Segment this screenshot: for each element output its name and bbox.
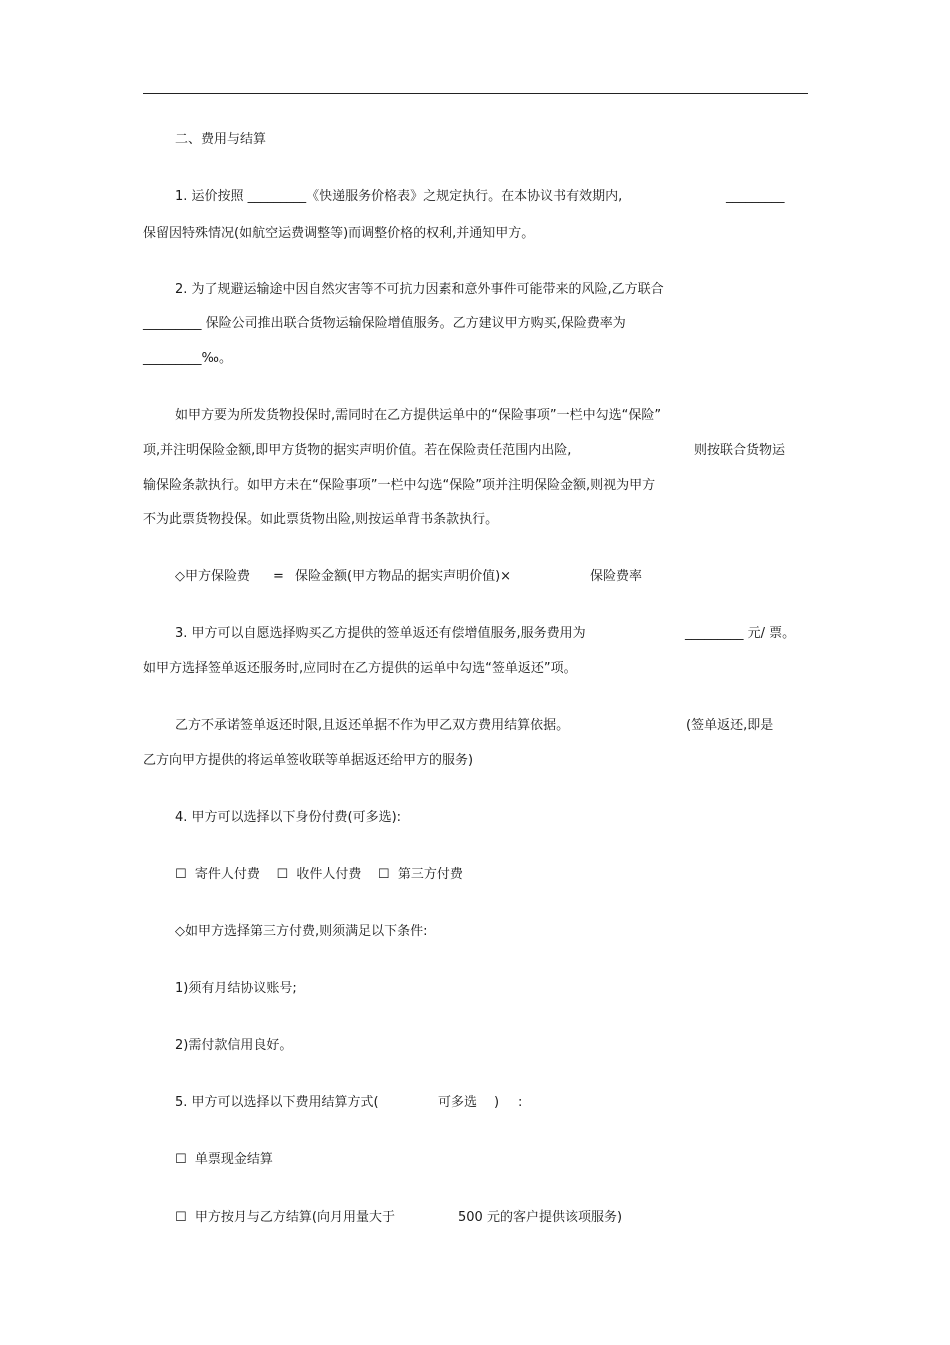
text-line-l34: 500 元的客户提供该项服务) (458, 1210, 623, 1225)
text-line-l28: 5. 甲方可以选择以下费用结算方式( (175, 1095, 379, 1110)
text-line-l02: 1. 运价按照 _________《快递服务价格表》之规定执行。在本协议书有效期内, (175, 189, 623, 204)
text-line-l09: 项,并注明保险金额,即甲方货物的据实声明价值。若在保险责任范围内出险, (143, 443, 572, 458)
text-line-l12: 不为此票货物投保。如此票货物出险,则按运单背书条款执行。 (143, 512, 499, 527)
text-line-l24: ☐ 寄件人付费 ☐ 收件人付费 ☐ 第三方付费 (175, 867, 463, 882)
text-line-l31: : (518, 1095, 523, 1110)
text-line-l07: _________‰。 (143, 351, 232, 366)
text-line-l17: 3. 甲方可以自愿选择购买乙方提供的签单返还有偿增值服务,服务费用为 (175, 626, 586, 641)
text-line-l15: 保险金额(甲方物品的据实声明价值)× (295, 569, 512, 584)
text-line-l30: ) (494, 1095, 500, 1110)
text-line-l10: 则按联合货物运 (694, 443, 786, 458)
text-line-l22: 乙方向甲方提供的将运单签收联等单据返还给甲方的服务) (143, 753, 474, 768)
text-line-l27: 2)需付款信用良好。 (175, 1038, 293, 1053)
text-line-l04: 保留因特殊情况(如航空运费调整等)而调整价格的权利,并通知甲方。 (143, 226, 535, 241)
text-line-l25: ◇如甲方选择第三方付费,则须满足以下条件: (175, 924, 428, 939)
text-line-l01: 二、费用与结算 (175, 132, 267, 147)
text-line-l33: ☐ 甲方按月与乙方结算(向月用量大于 (175, 1210, 395, 1225)
text-line-l16: 保险费率 (590, 569, 643, 584)
text-line-l19: 如甲方选择签单返还服务时,应同时在乙方提供的运单中勾选“签单返还”项。 (143, 661, 577, 676)
text-line-l29: 可多选 (438, 1095, 478, 1110)
text-line-l06: _________ 保险公司推出联合货物运输保险增值服务。乙方建议甲方购买,保险费率为 (143, 316, 626, 331)
text-line-l26: 1)须有月结协议账号; (175, 981, 297, 996)
text-line-l03: _________ (726, 189, 785, 204)
text-line-l20: 乙方不承诺签单返还时限,且返还单据不作为甲乙双方费用结算依据。 (175, 718, 570, 733)
text-line-l11: 输保险条款执行。如甲方未在“保险事项”一栏中勾选“保险”项并注明保险金额,则视为甲方 (143, 478, 656, 493)
text-line-l23: 4. 甲方可以选择以下身份付费(可多选): (175, 810, 402, 825)
text-line-l18: _________ 元/ 票。 (685, 626, 796, 641)
text-line-l13: ◇甲方保险费 (175, 569, 250, 584)
text-line-l14: = (273, 569, 284, 584)
text-line-l32: ☐ 单票现金结算 (175, 1152, 273, 1167)
text-line-l21: (签单返还,即是 (686, 718, 774, 733)
text-line-l08: 如甲方要为所发货物投保时,需同时在乙方提供运单中的“保险事项”一栏中勾选“保险” (175, 408, 662, 423)
text-line-l05: 2. 为了规避运输途中因自然灾害等不可抗力因素和意外事件可能带来的风险,乙方联合 (175, 282, 664, 297)
header-rule (143, 93, 808, 94)
